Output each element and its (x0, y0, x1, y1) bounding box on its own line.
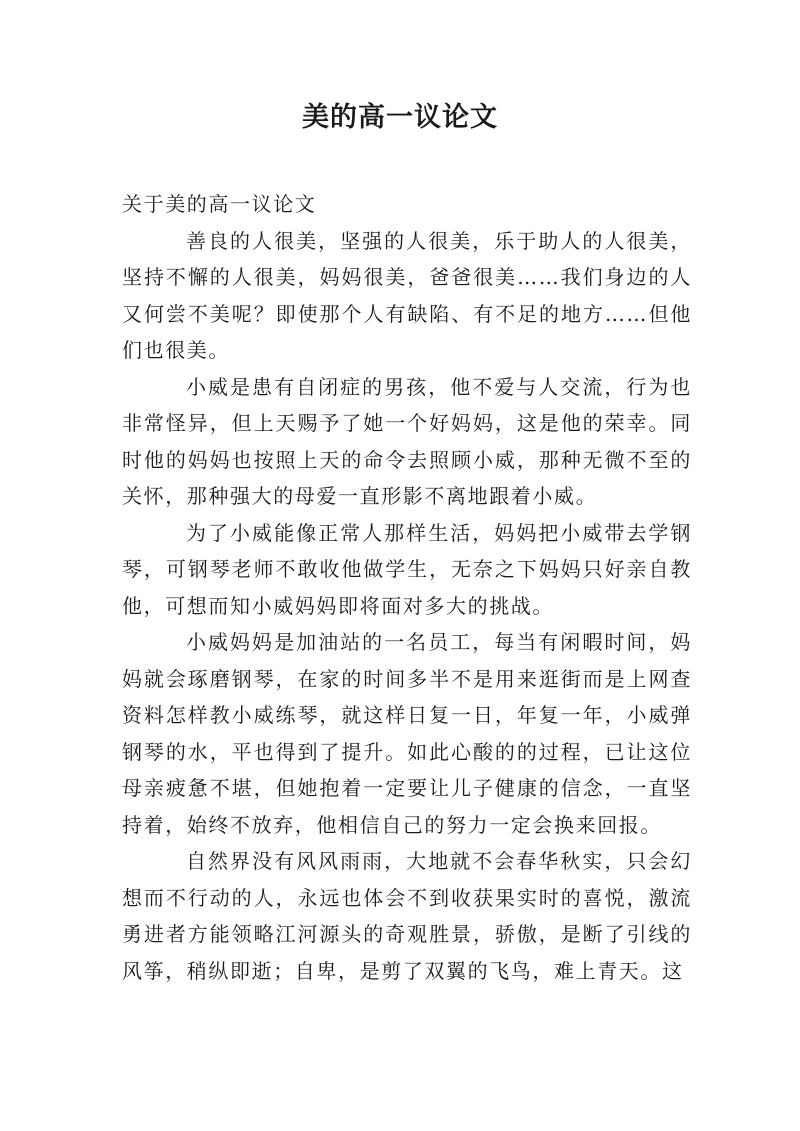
paragraph: 为了小威能像正常人那样生活，妈妈把小威带去学钢琴，可钢琴老师不敢收他做学生，无奈之下妈妈只好亲自教他，可想而知小威妈妈即将面对多大的挑战。 (122, 520, 692, 618)
paragraph: 小威是患有自闭症的男孩，他不爱与人交流，行为也非常怪异，但上天赐予了她一个好妈妈，这是他的荣幸。同时他的妈妈也按照上天的命令去照顾小威，那种无微不至的关怀，那种强大的母爱一直形影不离地跟着小威。 (122, 374, 692, 508)
document-title: 美的高一议论文 (302, 102, 498, 133)
paragraph: 善良的人很美，坚强的人很美，乐于助人的人很美，坚持不懈的人很美，妈妈很美，爸爸很美……我们身边的人又何尝不美呢？即使那个人有缺陷、有不足的地方……但他们也很美。 (122, 228, 692, 362)
document-body (122, 186, 692, 989)
document-subtitle: 关于美的高一议论文 (122, 192, 317, 216)
paragraph: 自然界没有风风雨雨，大地就不会春华秋实，只会幻想而不行动的人，永远也体会不到收获果实时的喜悦，激流勇进者方能领略江河源头的奇观胜景，骄傲，是断了引线的风筝，稍纵即逝；自卑，是剪了双翼的飞鸟，难上青天。这 (122, 849, 692, 983)
paragraph: 小威妈妈是加油站的一名员工，每当有闲暇时间，妈妈就会琢磨钢琴，在家的时间多半不是用来逛街而是上网查资料怎样教小威练琴，就这样日复一日，年复一年，小威弹钢琴的水，平也得到了提升。如此心酸的的过程，已让这位母亲疲惫不堪，但她抱着一定要让儿子健康的信念，一直坚持着，始终不放弃，他相信自己的努力一定会换来回报。 (122, 630, 692, 837)
